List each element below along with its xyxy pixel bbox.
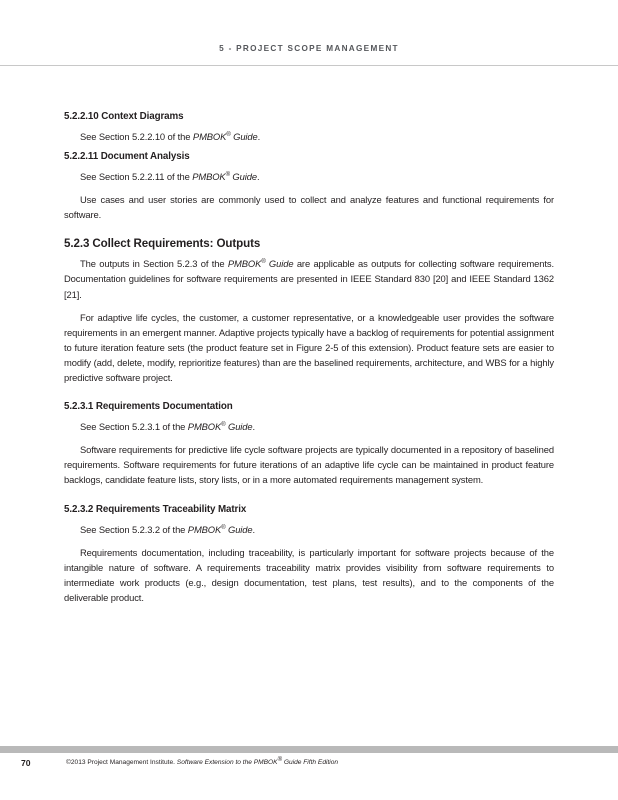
running-header-title: 5 - PROJECT SCOPE MANAGEMENT xyxy=(219,44,399,53)
running-header xyxy=(0,0,618,66)
page-number: 70 xyxy=(21,758,31,768)
paragraph-outputs-intro: The outputs in Section 5.2.3 of the PMBOK® Guide are applicable as outputs for collecting software requirements. Documentation guidelines for software requirements are presented in IEEE Standard 830 [20] and IEEE Standard 1362 [21]. xyxy=(64,258,554,300)
heading-requirements-documentation: 5.2.3.1 Requirements Documentation xyxy=(64,401,233,413)
copyright-line: ©2013 Project Management Institute. Software Extension to the PMBOK® Guide Fifth Edition xyxy=(66,756,339,766)
paragraph-traceability-matrix-ref: See Section 5.2.3.2 of the PMBOK® Guide. xyxy=(80,523,256,535)
footer-bar xyxy=(0,746,618,753)
paragraph-outputs-adaptive: For adaptive life cycles, the customer, a customer representative, or a knowledgeable user provides the software requirements in an emergent manner. Adaptive projects typically have a backlog of requirements for potential assignment to future iteration feature sets (the product feature set in Figure 2-5 of this extension). Product feature sets are easier to modify (add, delete, modify, reprioritize features) than are the baselined requirements, architecture, and WBS for a highly predictive software project. xyxy=(64,311,554,384)
heading-traceability-matrix: 5.2.3.2 Requirements Traceability Matrix xyxy=(64,503,247,515)
heading-context-diagrams: 5.2.2.10 Context Diagrams xyxy=(64,111,184,122)
paragraph-context-diagrams-ref: See Section 5.2.2.10 of the PMBOK® Guide. xyxy=(80,131,261,142)
page-body xyxy=(64,107,554,605)
paragraph-document-analysis-body: Use cases and user stories are commonly used to collect and analyze features and functional requirements for software. xyxy=(64,194,554,221)
paragraph-requirements-documentation-body: Software requirements for predictive life cycle software projects are typically documented in a repository of baselined requirements. Software requirements for future iterations of an adaptive life cycle can be maintained in product feature backlogs, candidate feature lists, story lists, or in a more automated requirements management system. xyxy=(64,444,554,486)
paragraph-requirements-documentation-ref: See Section 5.2.3.1 of the PMBOK® Guide. xyxy=(80,421,256,433)
heading-collect-requirements-outputs: 5.2.3 Collect Requirements: Outputs xyxy=(64,237,261,251)
heading-document-analysis: 5.2.2.11 Document Analysis xyxy=(64,151,190,163)
paragraph-traceability-matrix-body: Requirements documentation, including traceability, is particularly important for software projects because of the intangible nature of software. A requirements traceability matrix provides visibility from software requirements to intermediate work products (e.g., design documentation, test plans, test results), and to the components of the deliverable product. xyxy=(64,546,554,603)
paragraph-document-analysis-ref: See Section 5.2.2.11 of the PMBOK® Guide. xyxy=(80,171,260,183)
